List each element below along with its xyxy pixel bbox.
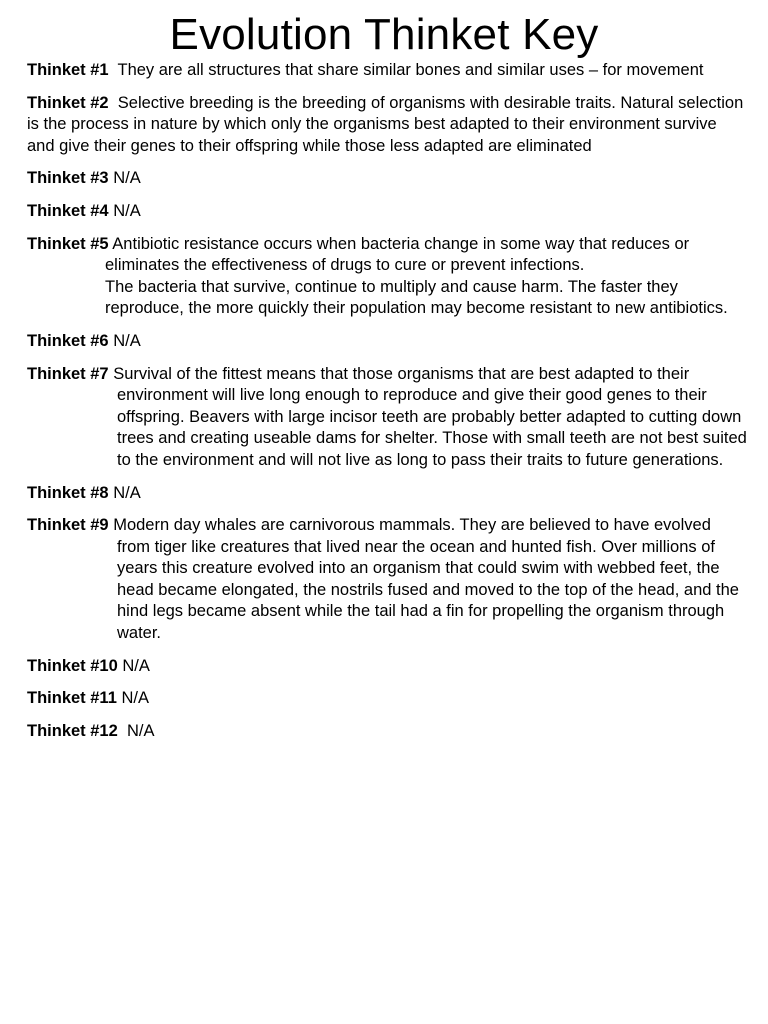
thinket-item-11 [27, 688, 747, 710]
thinket-item-8 [27, 483, 747, 505]
thinket-answer: They are all structures that share similar bones and similar uses – for movement [117, 61, 704, 79]
thinket-item-12 [27, 721, 747, 743]
thinket-answer: N/A [113, 331, 141, 350]
thinket-answer: Modern day whales are carnivorous mammals. They are believed to have evolved from tiger like creatures that lived near the ocean and hunted fish. Over millions of years this creature evolved into an organism that could swim with webbed feet, the head became elongated, the nostrils fused and moved to the top of the head, and the hind legs became absent while the tail had a fin for propelling the organism through water. [113, 516, 739, 643]
thinket-label: Thinket #1 [27, 61, 109, 79]
thinket-label: Thinket #9 [27, 516, 109, 535]
thinket-item-6 [27, 331, 747, 353]
thinket-answer: N/A [121, 689, 149, 708]
thinket-label: Thinket #11 [27, 689, 117, 708]
thinket-label: Thinket #7 [27, 364, 109, 383]
thinket-answer: N/A [122, 656, 150, 675]
thinket-answer: N/A [126, 721, 155, 740]
thinket-label: Thinket #10 [27, 656, 118, 675]
thinket-item-5 [27, 234, 747, 320]
thinket-item-1 [27, 60, 747, 82]
thinket-item-3 [27, 168, 747, 190]
thinket-list [27, 60, 747, 753]
thinket-label: Thinket #2 [27, 93, 109, 112]
thinket-item-7 [27, 364, 747, 472]
thinket-item-9 [27, 515, 747, 645]
thinket-item-4 [27, 201, 747, 223]
page-title: Evolution Thinket Key [169, 10, 599, 59]
thinket-answer: Selective breeding is the breeding of organisms with desirable traits. Natural selection is the process in nature by which only the organisms best adapted to their environment survive and give their genes to their offspring while those less adapted are eliminated [27, 93, 744, 155]
thinket-answer-continued: The bacteria that survive, continue to multiply and cause harm. The faster they reproduce, the more quickly their population may become resistant to new antibiotics. [105, 277, 728, 318]
thinket-answer: N/A [113, 201, 141, 220]
thinket-label: Thinket #6 [27, 331, 109, 350]
thinket-label: Thinket #8 [27, 483, 109, 502]
thinket-label: Thinket #12 [27, 721, 118, 740]
thinket-answer: N/A [113, 483, 141, 502]
thinket-answer: Antibiotic resistance occurs when bacteria change in some way that reduces or eliminates the effectiveness of drugs to cure or prevent infections. [105, 234, 690, 275]
thinket-answer: N/A [113, 169, 141, 188]
thinket-item-2 [27, 93, 747, 158]
thinket-label: Thinket #5 [27, 234, 109, 253]
thinket-item-10 [27, 656, 747, 678]
thinket-label: Thinket #4 [27, 201, 109, 220]
thinket-answer: Survival of the fittest means that those organisms that are best adapted to their environment will live long enough to reproduce and give their good genes to their offspring. Beavers with large incisor teeth are probably better adapted to cutting down trees and creating useable dams for shelter. Those with small teeth are not best suited to the environment and will not live as long to pass their traits to future generations. [113, 364, 747, 469]
thinket-label: Thinket #3 [27, 169, 109, 188]
